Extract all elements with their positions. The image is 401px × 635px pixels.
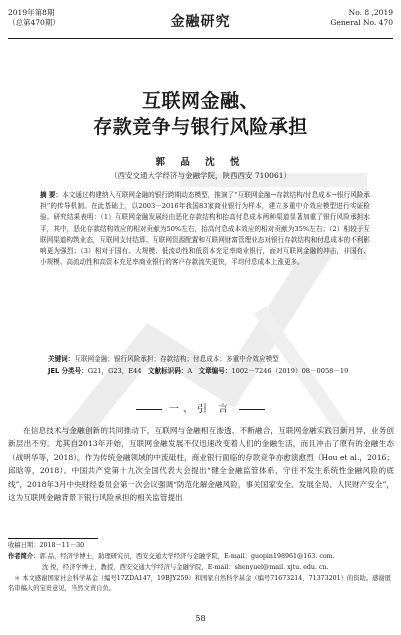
abstract <box>40 190 370 268</box>
issue-number: No. 8 ,2019 <box>348 8 393 17</box>
keywords <box>48 354 378 364</box>
received-date: 收稿日期：2018－11－30 <box>8 542 85 549</box>
section-heading <box>0 400 401 415</box>
bio-1-text: 郭 品，经济学博士，助理研究员，西安交通大学经济与金融学院，E-mail：guopin198961@163. com. <box>39 553 335 560</box>
header-right <box>330 8 393 28</box>
article-number-label: 文章编号： <box>198 367 232 375</box>
section-title: 一、引 言 <box>168 404 233 415</box>
authors: 郭 品 沈 悦 <box>155 157 246 168</box>
classification-line <box>48 366 378 376</box>
article-title <box>0 88 401 140</box>
article-number: 1002－7246（2019）08－0058－19 <box>231 367 349 375</box>
total-issue-cn: （总第470期） <box>8 18 60 27</box>
author-bio-2: 沈 悦，经济学博士，教授，西安交通大学经济与金融学院，E-mail：shenyuel@mail. xjtu. edu. cn. <box>42 564 329 571</box>
header-rule <box>8 38 393 39</box>
keywords-label: 关键词： <box>48 355 75 363</box>
abstract-label: 摘 要： <box>40 191 63 199</box>
intro-paragraph: 在信息技术与金融创新的共同推动下，互联网与金融相互渗透、不断融合，互联网金融实践日新月异，业务创新层出不穷。尤其自2013年开始，互联网金融发展不仅迅速改变着人们的金融生活，而且冲击了原有的金融生态（战明华等，2018）。作为传统金融领域的中流砥柱，商业银行面临的存款竞争亦愈演愈烈（Hou et al.，2016；邱晗等，2018）。中国共产党第十九次全国代表大会提出“健全金融监管体系，守住不发生系统性金融风险的底线”，2018年3月中央财经委员会第一次会议强调“防范化解金融风险，事关国家安全、发展全局、人民财产安全”，这为互联网金融背景下银行风险承担的相关监管提出 <box>8 426 394 503</box>
keywords-text: 互联网金融；银行风险承担；存款结构；付息成本；多重中介效应模型 <box>74 355 279 363</box>
abstract-text: 本文通过构建纳入互联网金融的银行跨期动态模型，推演了“互联网金融→存款结构/付息成本→银行风险承担”的传导机制。在此基础上，以2003－2016年我国83家商业银行为样本，建立多重中介效应模型进行实证检验。研究结果表明：（1）互联网金融发展经由恶化存款结构和抬高付息成本两种渠道显著加重了银行风险承担水平，其中，恶化存款结构效应的相对贡献为50%左右，抬高付息成本效应的相对贡献为35%左右；（2）相较于互联网渠道构筑业态，互联网支付结算、互联网资源配置和互联网财富管理业态对银行存款结构和付息成本的不利影响更为强烈；（3）相对于国有、大规模、低流动性和低资本充足率商业银行，面对互联网金融的冲击，非国有、小规模、高流动性和高资本充足率商业银行的客户存款流失更快，平均付息成本上涨更多。 <box>40 191 371 267</box>
section-rule-right <box>239 409 265 410</box>
section-rule-left <box>136 409 162 410</box>
general-number: General No. 470 <box>330 18 393 27</box>
footnote-rule <box>8 538 98 539</box>
title-line-1: 互联网金融、 <box>141 90 259 112</box>
jel-codes: G21，G23，E44 <box>87 367 142 375</box>
page-number: 58 <box>195 614 206 623</box>
doc-code-label: 文献标识码： <box>147 367 188 375</box>
funding-note: ＊ 本文感谢国家社会科学基金（编号17ZDA147，19BJY259）和国家自然科学基金（编号71673214，71373201）的资助。感谢匿名审稿人的宝贵意见，当然文责自负。 <box>8 575 392 593</box>
title-line-2: 存款竞争与银行风险承担 <box>93 116 308 138</box>
affiliation: （西安交通大学经济与金融学院，陕西西安 710061） <box>109 171 291 180</box>
bio-label: 作者简介： <box>8 553 40 560</box>
doc-code: A <box>187 367 193 375</box>
journal-name: 金融研究 <box>170 14 231 30</box>
author-bio-1 <box>8 552 394 562</box>
issue-cn: 2019年第8期 <box>8 8 55 17</box>
jel-label: JEL 分类号： <box>48 367 88 375</box>
running-header <box>0 8 401 38</box>
